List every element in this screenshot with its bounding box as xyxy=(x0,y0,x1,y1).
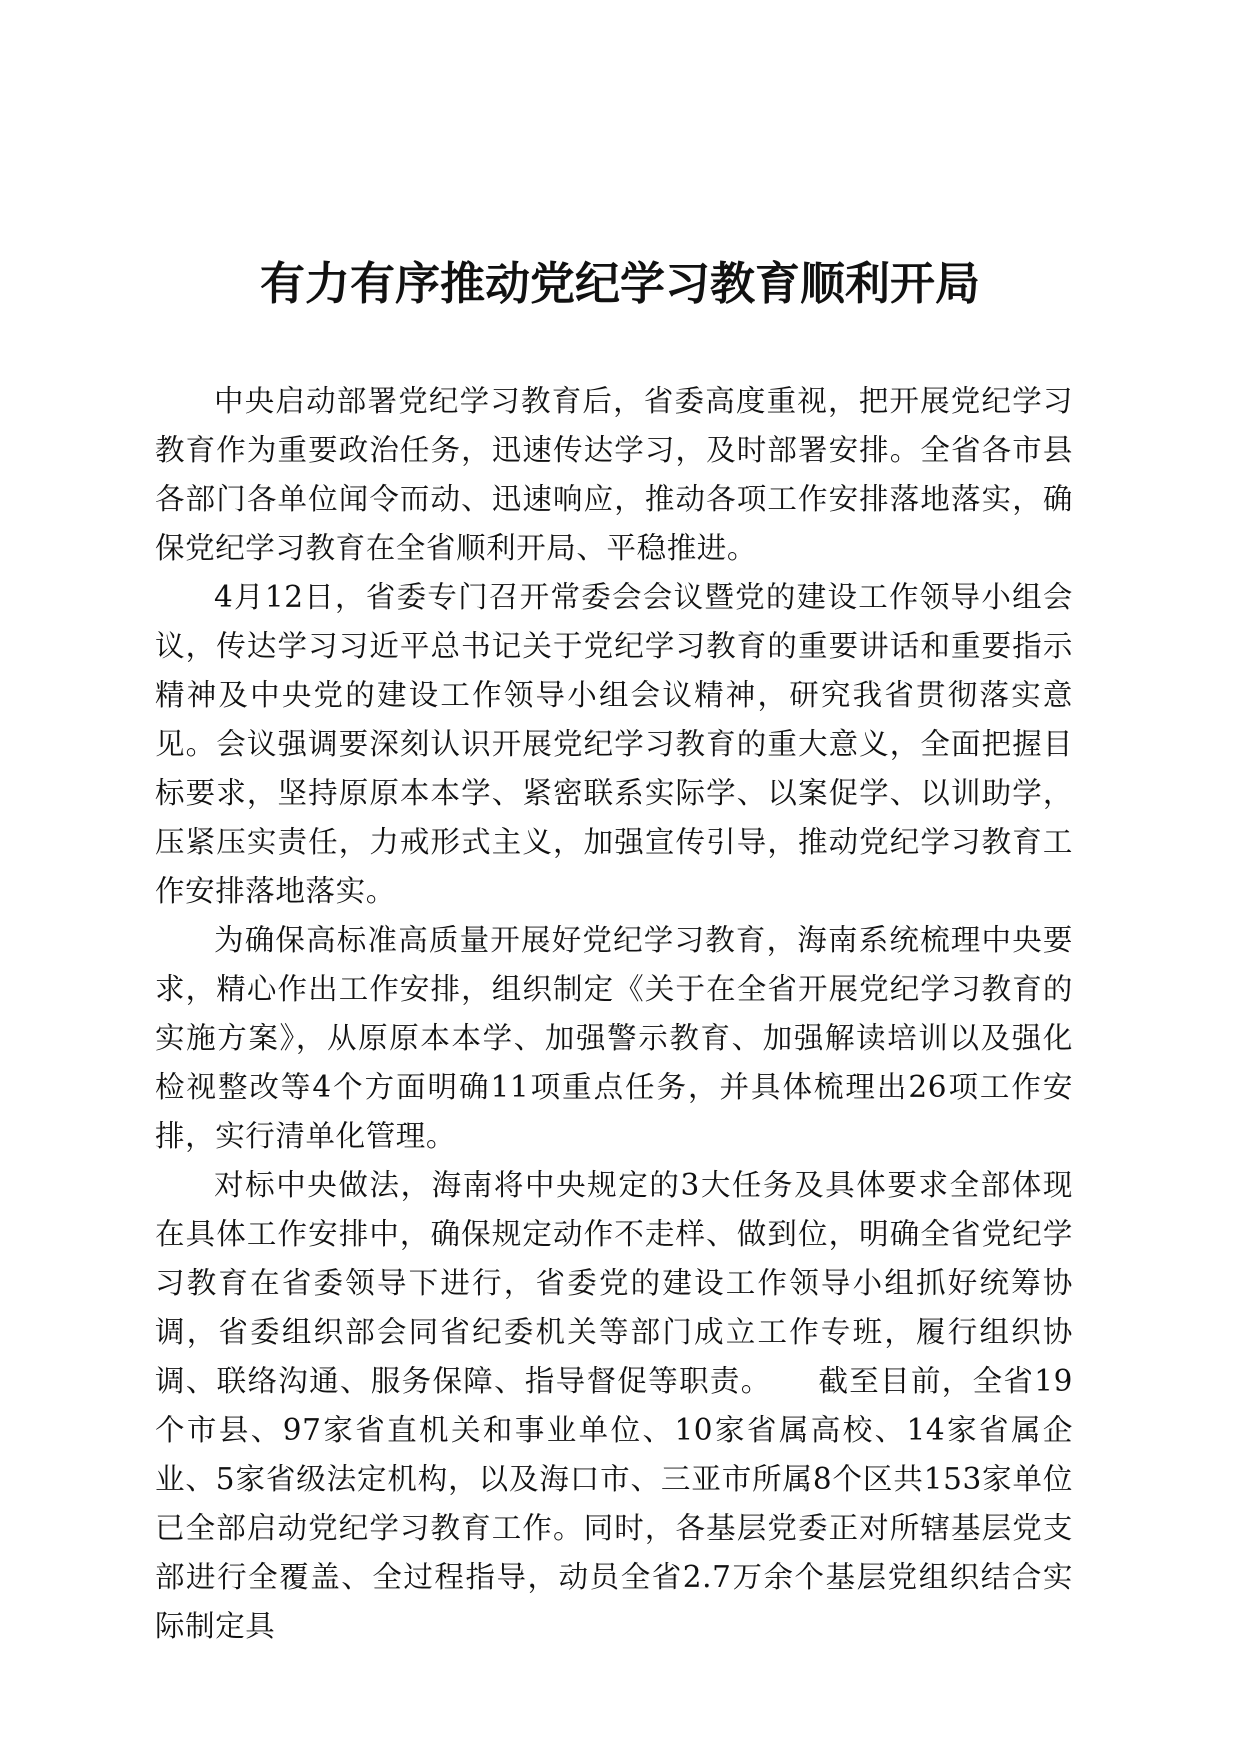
paragraph-3: 为确保高标准高质量开展好党纪学习教育，海南系统梳理中央要求，精心作出工作安排，组织制定《关于在全省开展党纪学习教育的实施方案》，从原原本本学、加强警示教育、加强解读培训以及强化检视整改等4个方面明确11项重点任务，并具体梳理出26项工作安排，实行清单化管理。 xyxy=(155,923,1073,1153)
document-title: 有力有序推动党纪学习教育顺利开局 xyxy=(259,257,980,310)
paragraph-4: 对标中央做法，海南将中央规定的3大任务及具体要求全部体现在具体工作安排中，确保规定动作不走样、做到位，明确全省党纪学习教育在省委领导下进行，省委党的建设工作领导小组抓好统筹协调，省委组织部会同省纪委机关等部门成立工作专班，履行组织协调、联络沟通、服务保障、指导督促等职责。 截至目前，全省19个市县、97家省直机关和事业单位、10家省属高校、14家省属企业、5家省级法定机构，以及海口市、三亚市所属8个区共153家单位已全部启动党纪学习教育工作。同时，各基层党委正对所辖基层党支部进行全覆盖、全过程指导，动员全省2.7万余个基层党组织结合实际制定具 xyxy=(155,1168,1073,1643)
paragraph-2: 4月12日，省委专门召开常委会会议暨党的建设工作领导小组会议，传达学习习近平总书记关于党纪学习教育的重要讲话和重要指示精神及中央党的建设工作领导小组会议精神，研究我省贯彻落实意见。会议强调要深刻认识开展党纪学习教育的重大意义，全面把握目标要求，坚持原原本本学、紧密联系实际学、以案促学、以训助学，压紧压实责任，力戒形式主义，加强宣传引导，推动党纪学习教育工作安排落地落实。 xyxy=(155,580,1073,908)
document-body xyxy=(155,377,1073,1651)
paragraph-1: 中央启动部署党纪学习教育后，省委高度重视，把开展党纪学习教育作为重要政治任务，迅速传达学习，及时部署安排。全省各市县各部门各单位闻令而动、迅速响应，推动各项工作安排落地落实，确保党纪学习教育在全省顺利开局、平稳推进。 xyxy=(155,384,1073,565)
